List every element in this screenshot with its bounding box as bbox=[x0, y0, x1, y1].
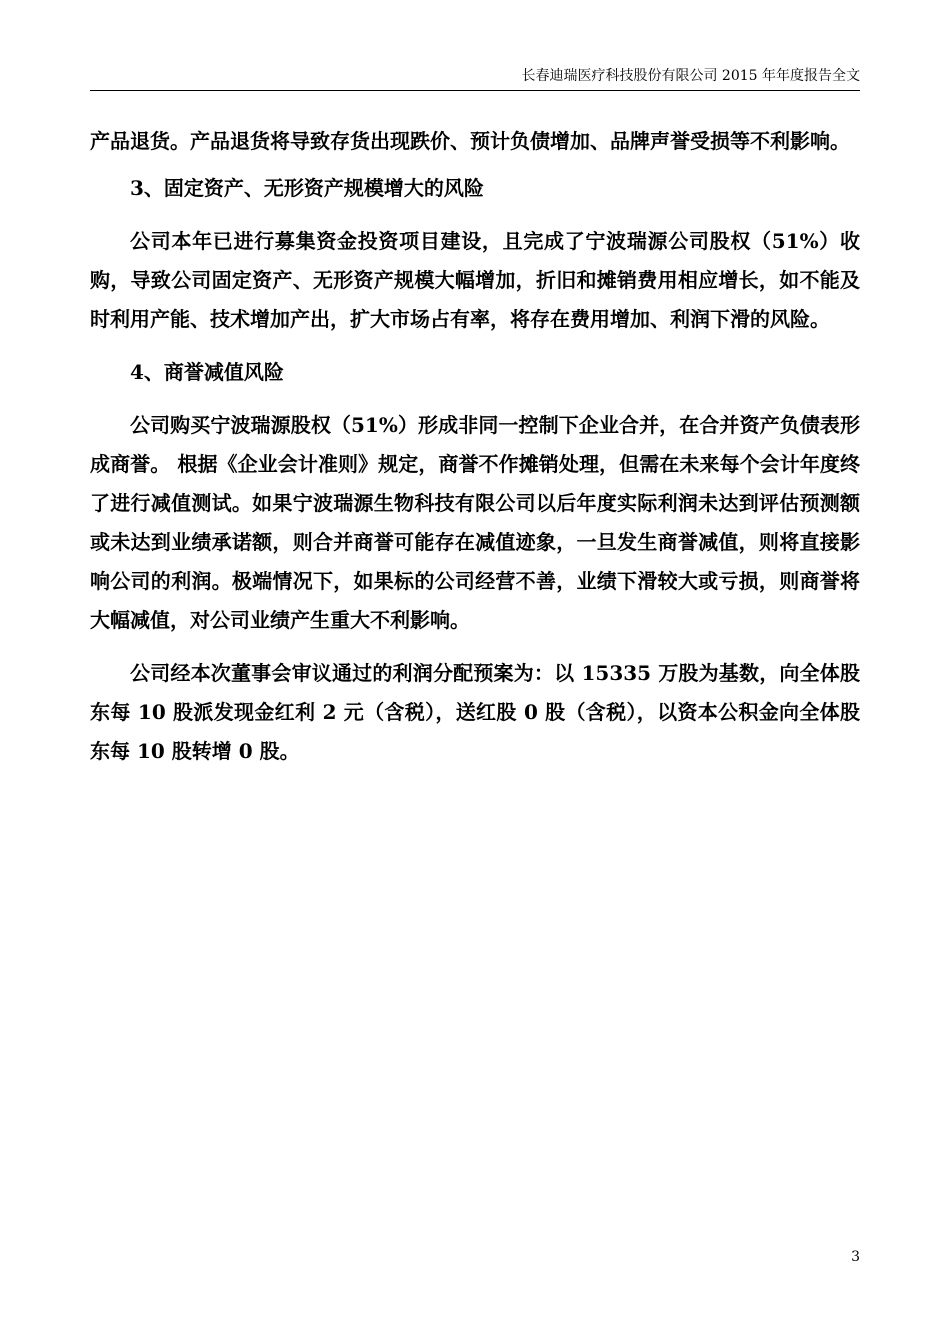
section-heading-goodwill-impairment-risk: 4、商誉减值风险 bbox=[130, 360, 284, 384]
document-body bbox=[90, 122, 860, 771]
paragraph-goodwill-impairment-risk: 公司购买宁波瑞源股权（51%）形成非同一控制下企业合并，在合并资产负债表形成商誉。 根据《企业会计准则》规定，商誉不作摊销处理，但需在未来每个会计年度终了进行减值测试。如果宁波瑞源生物科技有限公司以后年度实际利润未达到评估预测额或未达到业绩承诺额，则合并商誉可能存在减值迹象，一旦发生商誉减值，则将直接影响公司的利润。极端情况下，如果标的公司经营不善，业绩下滑较大或亏损，则商誉将大幅减值，对公司业绩产生重大不利影响。 bbox=[90, 413, 860, 632]
section-heading-fixed-assets-risk: 3、固定资产、无形资产规模增大的风险 bbox=[130, 176, 484, 200]
header-title: 长春迪瑞医疗科技股份有限公司 2015 年年度报告全文 bbox=[521, 68, 860, 84]
paragraph-fixed-assets-risk: 公司本年已进行募集资金投资项目建设，且完成了宁波瑞源公司股权（51%）收购，导致公司固定资产、无形资产规模大幅增加，折旧和摊销费用相应增长，如不能及时利用产能、技术增加产出，扩大市场占有率，将存在费用增加、利润下滑的风险。 bbox=[90, 229, 860, 331]
paragraph-profit-distribution: 公司经本次董事会审议通过的利润分配预案为：以 15335 万股为基数，向全体股东每 10 股派发现金红利 2 元（含税），送红股 0 股（含税），以资本公积金向全体股东每 10 股转增 0 股。 bbox=[90, 661, 860, 763]
page-header bbox=[90, 66, 860, 91]
paragraph-product-returns: 产品退货。产品退货将导致存货出现跌价、预计负债增加、品牌声誉受损等不利影响。 bbox=[90, 129, 850, 153]
page-number: 3 bbox=[851, 1249, 860, 1265]
